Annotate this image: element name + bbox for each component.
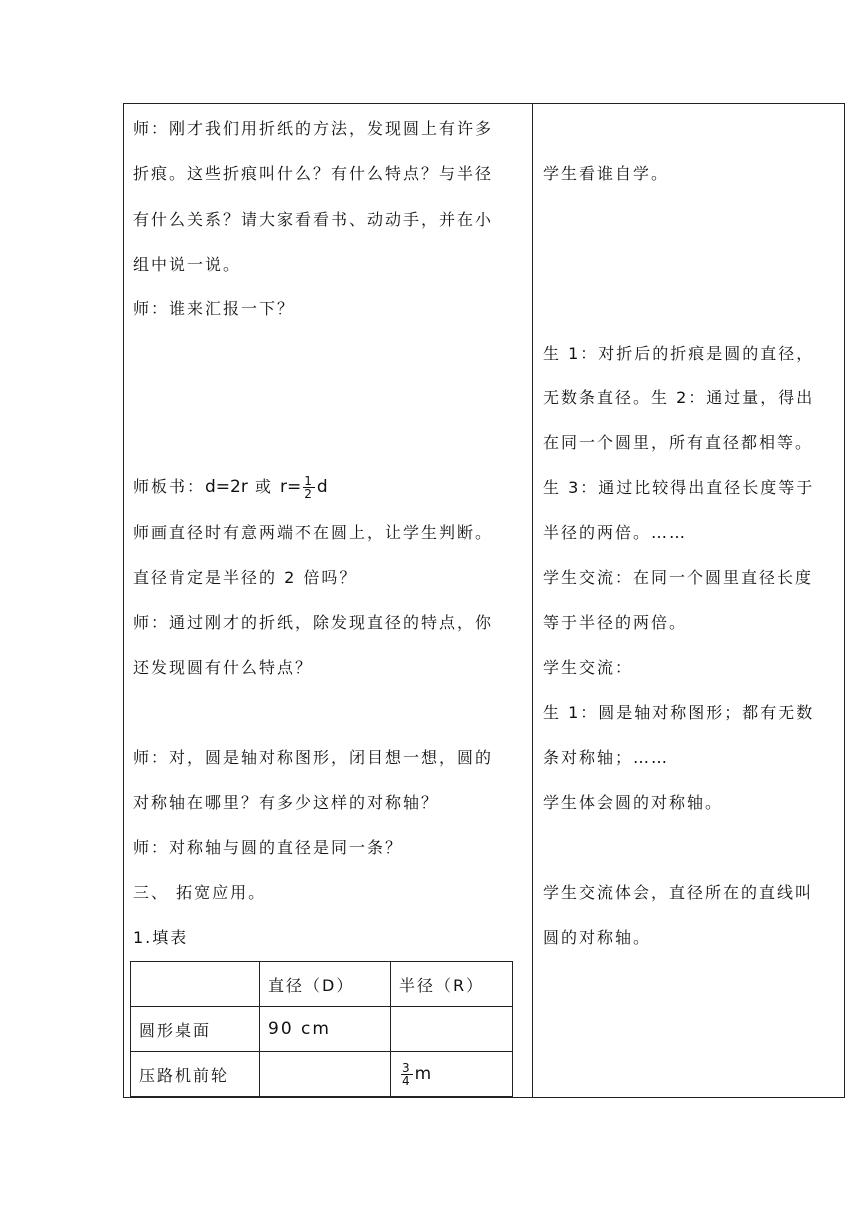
teacher-line-9: 师：通过刚才的折纸，除发现直径的特点，你 xyxy=(133,613,494,632)
teacher-line-8: 直径肯定是半径的 2 倍吗？ xyxy=(133,568,358,587)
student-line-5: 生 3：通过比较得出直径长度等于 xyxy=(543,478,815,497)
section-heading-3: 三、 拓宽应用。 xyxy=(133,883,267,902)
unit-meter: m xyxy=(414,1063,432,1084)
teacher-line-11: 师：对，圆是轴对称图形，闭目想一想，圆的 xyxy=(133,748,494,767)
teacher-line-7: 师画直径时有意两端不在圆上，让学生判断。 xyxy=(133,523,494,542)
fraction-half xyxy=(303,475,315,500)
teacher-line-5: 师：谁来汇报一下？ xyxy=(133,299,296,318)
student-line-1: 学生看谁自学。 xyxy=(543,164,670,183)
teacher-line-2: 折痕。这些折痕叫什么？有什么特点？与半径 xyxy=(133,164,494,183)
table-row xyxy=(131,1052,513,1097)
student-line-8: 等于半径的两倍。 xyxy=(543,613,688,632)
student-line-10: 生 1：圆是轴对称图形；都有无数 xyxy=(543,703,815,722)
formula-r-eq: r= xyxy=(280,477,302,497)
student-line-9: 学生交流： xyxy=(543,658,634,677)
fraction-numerator: 1 xyxy=(304,474,314,488)
student-line-13: 学生交流体会，直径所在的直线叫 xyxy=(543,883,814,902)
fraction-denominator: 4 xyxy=(402,1073,412,1088)
lesson-table-frame xyxy=(123,103,845,1098)
table-row xyxy=(131,1007,513,1052)
student-line-3: 无数条直径。生 2：通过量，得出 xyxy=(543,388,815,407)
table-header-cell: 直径（D） xyxy=(260,962,391,1007)
formula-d-2r: d=2r xyxy=(205,477,248,497)
formula-prefix: 师板书： xyxy=(133,477,206,496)
exercise-1-title: 1.填表 xyxy=(133,928,189,947)
table-cell: 90 cm xyxy=(260,1007,391,1052)
column-divider xyxy=(532,103,533,1098)
fraction-three-quarters xyxy=(401,1062,413,1087)
table-cell: 圆形桌面 xyxy=(131,1007,260,1052)
fill-in-table xyxy=(130,961,513,1097)
teacher-line-12: 对称轴在哪里？有多少这样的对称轴？ xyxy=(133,793,440,812)
table-cell xyxy=(391,1007,513,1052)
teacher-line-3: 有什么关系？请大家看看书、动动手，并在小 xyxy=(133,210,494,229)
student-line-6: 半径的两倍。…… xyxy=(543,523,688,542)
formula-or: 或 xyxy=(247,477,281,496)
formula-d: d xyxy=(316,477,328,497)
student-line-7: 学生交流：在同一个圆里直径长度 xyxy=(543,568,814,587)
student-line-2: 生 1：对折后的折痕是圆的直径， xyxy=(543,344,815,363)
table-cell xyxy=(260,1052,391,1097)
table-header-cell: 半径（R） xyxy=(391,962,513,1007)
board-formula xyxy=(133,475,328,500)
student-line-11: 条对称轴；…… xyxy=(543,748,670,767)
table-cell: 压路机前轮 xyxy=(131,1052,260,1097)
student-line-4: 在同一个圆里，所有直径都相等。 xyxy=(543,433,814,452)
student-line-14: 圆的对称轴。 xyxy=(543,928,652,947)
table-header-cell xyxy=(131,962,260,1007)
student-line-12: 学生体会圆的对称轴。 xyxy=(543,793,724,812)
fraction-denominator: 2 xyxy=(304,487,314,501)
table-cell xyxy=(391,1052,513,1097)
table-row xyxy=(131,962,513,1007)
teacher-line-10: 还发现圆有什么特点？ xyxy=(133,658,314,677)
teacher-line-1: 师：刚才我们用折纸的方法，发现圆上有许多 xyxy=(133,119,494,138)
teacher-line-13: 师：对称轴与圆的直径是同一条？ xyxy=(133,838,404,857)
teacher-line-4: 组中说一说。 xyxy=(133,255,242,274)
fraction-numerator: 3 xyxy=(402,1060,412,1075)
